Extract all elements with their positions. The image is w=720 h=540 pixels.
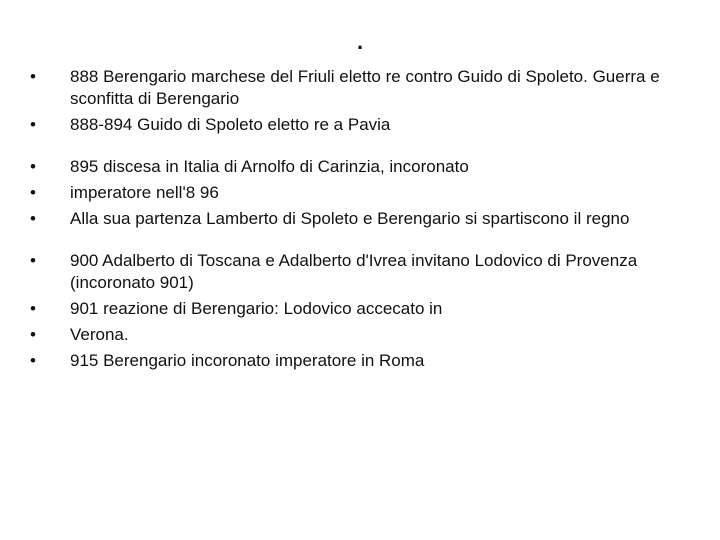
list-item-text: 888-894 Guido di Spoleto eletto re a Pavia: [70, 115, 391, 134]
list-item: [30, 324, 680, 346]
bullet-icon: •: [30, 325, 36, 344]
bullet-icon: •: [30, 251, 36, 270]
bullet-icon: •: [30, 115, 36, 134]
list-item: [30, 182, 680, 204]
list-item-text: 900 Adalberto di Toscana e Adalberto d'Ivrea invitano Lodovico di Provenza (incoronato 901): [70, 251, 638, 292]
bullet-icon: •: [30, 67, 36, 86]
list-item-text: 888 Berengario marchese del Friuli eletto re contro Guido di Spoleto. Guerra e sconfitta di Berengario: [70, 67, 660, 108]
list-item-text: 915 Berengario incoronato imperatore in Roma: [70, 351, 425, 370]
bullet-icon: •: [30, 157, 36, 176]
list-item-text: 901 reazione di Berengario: Lodovico accecato in: [70, 299, 443, 318]
bullet-group-1: [30, 66, 680, 136]
bullet-icon: •: [30, 209, 36, 228]
bullet-list: [30, 66, 680, 392]
list-item: [30, 250, 680, 294]
list-item-text: Verona.: [70, 325, 129, 344]
bullet-group-3: [30, 250, 680, 372]
list-item-text: 895 discesa in Italia di Arnolfo di Carinzia, incoronato: [70, 157, 469, 176]
bullet-icon: •: [30, 299, 36, 318]
bullet-group-2: [30, 156, 680, 230]
list-item: [30, 208, 680, 230]
list-item: [30, 114, 680, 136]
slide-title: .: [356, 29, 364, 54]
bullet-icon: •: [30, 351, 36, 370]
list-item-text: Alla sua partenza Lamberto di Spoleto e Berengario si spartiscono il regno: [70, 209, 630, 228]
bullet-icon: •: [30, 183, 36, 202]
list-item: [30, 66, 680, 110]
list-item: [30, 156, 680, 178]
list-item: [30, 298, 680, 320]
list-item-text: imperatore nell'8 96: [70, 183, 219, 202]
list-item: [30, 350, 680, 372]
